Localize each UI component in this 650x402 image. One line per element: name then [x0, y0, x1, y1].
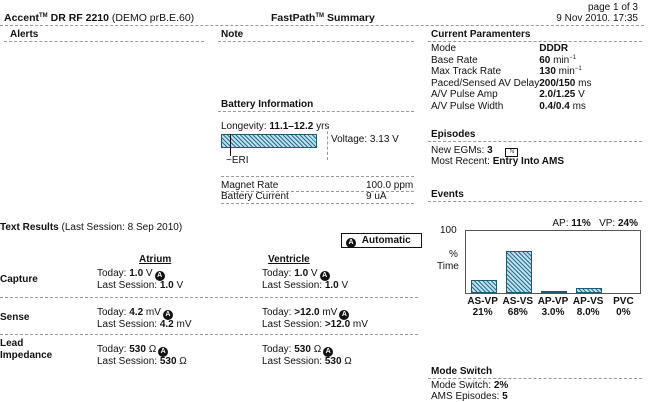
test-results-title — [0, 222, 182, 234]
auto-icon: A — [323, 347, 333, 357]
impedance-ventricle-today: Today: 530 Ω A — [262, 344, 333, 357]
current-parameters-table — [431, 43, 591, 112]
param-label: Base Rate — [431, 54, 478, 66]
param-label: Max Track Rate — [431, 66, 502, 77]
capture-ventricle-today: Today: 1.0 V A — [262, 268, 330, 281]
y-max-label: 100 — [440, 225, 457, 236]
bar-ap-vs — [576, 288, 602, 293]
param-value: 2.0/1.25 V — [539, 89, 585, 100]
category-name: AS-VS — [502, 296, 534, 307]
episodes-divider — [428, 141, 642, 142]
current-parameters-title: Current Paramenters — [431, 29, 531, 40]
sense-ventricle-last: Last Session: >12.0 mV — [262, 319, 368, 330]
param-label: Mode — [431, 43, 457, 54]
ap-vp-summary — [552, 218, 638, 230]
category-label — [571, 296, 606, 318]
auto-icon: A — [163, 310, 173, 320]
most-recent-label: Most Recent: — [431, 156, 490, 167]
summary-suffix: Summary — [326, 12, 375, 24]
col-ventricle: Ventricle — [268, 254, 310, 265]
category-label — [606, 296, 641, 318]
new-egms-value: 3 — [487, 145, 493, 156]
row-sense-label: Sense — [0, 312, 30, 323]
ams-episodes: AMS Episodes: 5 — [431, 391, 508, 402]
automatic-label: Automatic — [361, 235, 411, 246]
param-row — [431, 101, 591, 113]
summary-prefix: FastPath — [271, 12, 316, 24]
category-name: AS-VP — [467, 296, 498, 307]
param-value: 130 $\min^{-1}$ — [539, 66, 582, 77]
magnet-rate-label: Magnet Rate — [221, 180, 279, 191]
alerts-title: Alerts — [10, 29, 39, 40]
row-lead-impedance-label — [0, 338, 52, 361]
auto-icon: A — [158, 347, 168, 357]
row-capture-label: Capture — [0, 274, 38, 285]
param-row — [431, 78, 591, 90]
mode-switch-title: Mode Switch — [431, 366, 493, 377]
longevity-value: 11.1–12.2 — [269, 121, 314, 132]
magnet-rate-value: 100.0 ppm — [366, 180, 414, 191]
category-value-label: 3.0% — [541, 307, 565, 318]
events-category-labels — [465, 296, 641, 320]
param-value: 60 $\min^{-1}$ — [539, 54, 577, 66]
vp-label: VP: — [599, 218, 616, 229]
battery-bottom-line — [221, 203, 414, 204]
battery-gauge — [221, 134, 317, 148]
report-datetime: 9 Nov 2010. 17:35 — [556, 13, 638, 24]
device-tm: TM — [39, 13, 48, 19]
events-divider — [428, 201, 642, 202]
battery-current-value: 9 uA — [366, 191, 387, 202]
longevity-unit: yrs — [316, 121, 330, 132]
summary-tm: TM — [315, 13, 325, 19]
alerts-divider — [4, 41, 204, 42]
capture-atrium-last: Last Session: 1.0 V — [97, 280, 184, 291]
auto-icon: A — [339, 310, 349, 320]
automatic-badge-icon: A — [346, 238, 356, 248]
header-divider — [0, 25, 644, 26]
impedance-ventricle-last: Last Session: 530 Ω — [262, 356, 352, 367]
category-value-label: 21% — [472, 307, 493, 318]
voltage-divider — [327, 126, 328, 160]
note-divider — [218, 41, 414, 42]
category-name: AP-VP — [537, 296, 569, 307]
most-recent-value: Entry Into AMS — [492, 156, 564, 167]
impedance-atrium-today: Today: 530 Ω A — [97, 344, 168, 357]
battery-current-label: Battery Current — [221, 191, 289, 202]
mode-switch-value: Mode Switch: 2% — [431, 380, 509, 391]
note-title: Note — [221, 29, 244, 40]
vp-value: 24% — [617, 218, 638, 229]
capture-atrium-today: Today: 1.0 V A — [97, 268, 165, 281]
sense-atrium-last: Last Session: 4.2 mV — [97, 319, 192, 330]
mode-switch-divider — [428, 378, 642, 379]
test-results-heading: Text Results — [0, 222, 59, 233]
param-label: Paced/Sensed AV Delay — [431, 77, 540, 89]
bar-as-vs — [506, 251, 532, 293]
impedance-atrium-last: Last Session: 530 Ω — [97, 356, 187, 367]
param-value: 0.4/0.4 ms — [539, 100, 586, 112]
eri-marker — [230, 134, 231, 156]
page-number: page 1 of 3 — [587, 2, 638, 13]
device-name: Accent — [4, 12, 40, 24]
category-label — [465, 296, 500, 318]
category-label — [535, 296, 570, 318]
summary-title — [271, 12, 375, 24]
param-label: A/V Pulse Amp — [431, 89, 498, 100]
device-mode-note: (DEMO prB.E.60) — [111, 12, 195, 24]
param-row — [431, 89, 591, 101]
most-recent — [431, 156, 564, 168]
events-bars — [466, 231, 640, 293]
automatic-box — [341, 233, 422, 248]
param-value: 200/150 ms — [539, 77, 592, 89]
battery-divider — [218, 111, 414, 112]
y-axis-label-2: Time — [437, 261, 459, 272]
lead-label-2: Impedance — [0, 349, 53, 361]
device-title — [4, 12, 194, 24]
new-egms-label: New EGMs: — [431, 145, 485, 156]
current-parameters-divider — [428, 41, 642, 42]
param-row — [431, 43, 591, 55]
longevity-label: Longevity: — [221, 121, 267, 132]
magnet-top-line — [221, 176, 414, 177]
param-value: DDDR — [539, 43, 569, 54]
auto-icon: A — [320, 271, 330, 281]
eri-label: ~ERI — [226, 155, 249, 166]
sense-atrium-today: Today: 4.2 mV A — [97, 307, 173, 320]
ap-value: 11% — [571, 218, 591, 229]
category-value-label: 68% — [507, 307, 528, 318]
lead-label-1: Lead — [0, 338, 24, 349]
episodes-title: Episodes — [431, 129, 476, 140]
battery-title: Battery Information — [221, 99, 314, 110]
sense-ventricle-today: Today: >12.0 mV A — [262, 307, 349, 320]
events-chart — [465, 230, 641, 294]
bar-as-vp — [471, 280, 497, 293]
bar-ap-vp — [541, 291, 567, 293]
test-results-subtitle: (Last Session: 8 Sep 2010) — [61, 222, 183, 233]
param-label: A/V Pulse Width — [431, 100, 504, 112]
category-value-label: 8.0% — [576, 307, 600, 318]
longevity — [221, 121, 329, 133]
device-model: DR RF 2210 — [50, 12, 109, 24]
category-name: AP-VS — [572, 296, 604, 307]
category-label — [500, 296, 535, 318]
auto-icon: A — [155, 271, 165, 281]
col-atrium: Atrium — [139, 254, 172, 265]
category-name: PVC — [613, 296, 634, 307]
y-axis-label-1: % — [449, 249, 458, 260]
category-value-label: 0% — [616, 307, 631, 318]
battery-voltage: Voltage: 3.13 V — [331, 134, 399, 145]
capture-ventricle-last: Last Session: 1.0 V — [262, 280, 349, 291]
capture-divider — [0, 297, 418, 298]
ap-label: AP: — [552, 218, 569, 229]
sense-divider — [0, 334, 418, 335]
events-title: Events — [431, 189, 464, 200]
param-row — [431, 66, 591, 78]
egm-icon: ℕ — [505, 148, 518, 157]
param-row — [431, 55, 591, 67]
